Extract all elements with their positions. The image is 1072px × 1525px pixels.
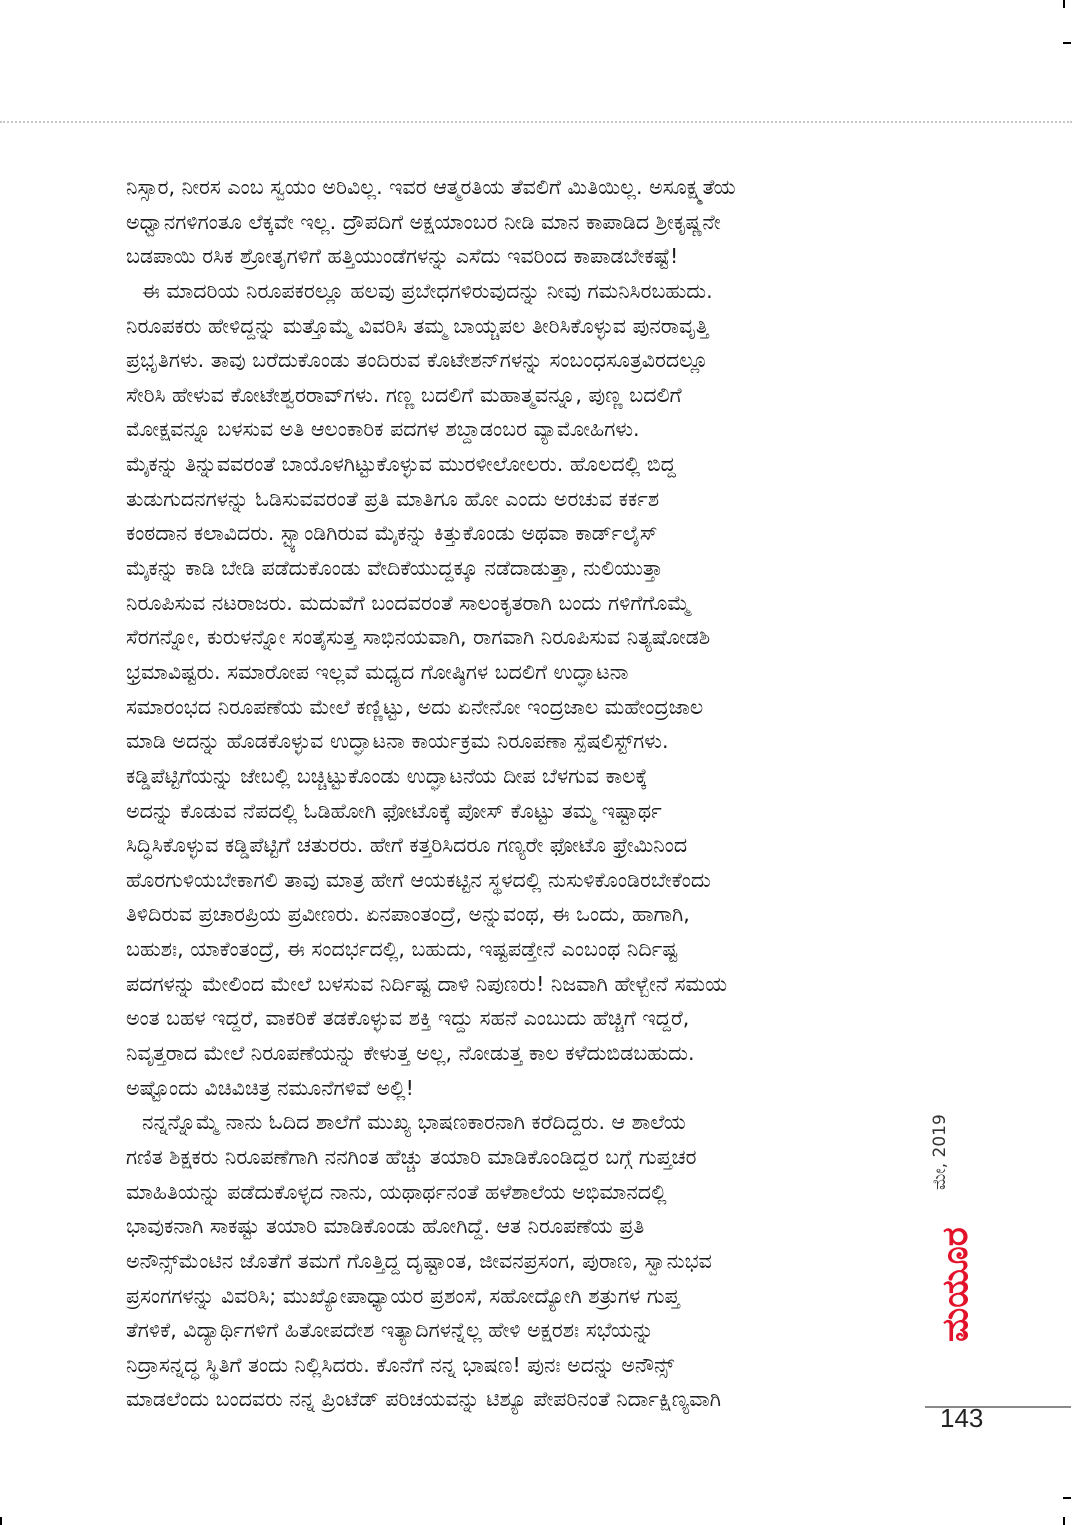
- text-line: ನಿರೂಪಿಸುವ ನಟರಾಜರು. ಮದುವೆಗೆ ಬಂದವರಂತೆ ಸಾಲಂಕೃತರಾಗಿ ಬಂದು ಗಳಿಗೆಗೊಮ್ಮೆ: [126, 590, 691, 615]
- text-line: ಗಣಿತ ಶಿಕ್ಷಕರು ನಿರೂಪಣೆಗಾಗಿ ನನಗಿಂತ ಹೆಚ್ಚು ತಯಾರಿ ಮಾಡಿಕೊಂಡಿದ್ದರ ಬಗ್ಗೆ ಗುಪ್ತಚರ: [126, 1144, 697, 1169]
- text-line: ನಿಸ್ಸಾರ, ನೀರಸ ಎಂಬ ಸ್ವಯಂ ಅರಿವಿಲ್ಲ. ಇವರ ಆತ್ಮರತಿಯ ತೆವಲಿಗೆ ಮಿತಿಯಿಲ್ಲ. ಅಸೂಕ್ಷ್ಮತೆಯ: [126, 175, 736, 199]
- text-line: ನನ್ನನ್ನೊಮ್ಮೆ ನಾನು ಓದಿದ ಶಾಲೆಗೆ ಮುಖ್ಯ ಭಾಷಣಕಾರನಾಗಿ ಕರೆದಿದ್ದರು. ಆ ಶಾಲೆಯ: [142, 1110, 686, 1135]
- text-line: ನಿವೃತ್ತರಾದ ಮೇಲೆ ನಿರೂಪಣೆಯನ್ನು ಕೇಳುತ್ತ ಅಲ್ಲ, ನೋಡುತ್ತ ಕಾಲ ಕಳೆದುಬಿಡಬಹುದು.: [126, 1041, 695, 1066]
- text-line: ಸೇರಿಸಿ ಹೇಳುವ ಕೋಟೇಶ್ವರರಾವ್‌ಗಳು. ಗಣ್ಣ ಬದಲಿಗೆ ಮಹಾತ್ಮವನ್ನೂ, ಪುಣ್ಣ ಬದಲಿಗೆ: [126, 382, 682, 407]
- text-line: ಬಡಪಾಯಿ ರಸಿಕ ಶ್ರೋತೃಗಳಿಗೆ ಹತ್ತಿಯುಂಡೆಗಳನ್ನು ಎಸೆದು ಇವರಿಂದ ಕಾಪಾಡಬೇಕಷ್ಟೆ!: [126, 244, 679, 269]
- text-line: ಮೈಕನ್ನು ತಿನ್ನುವವರಂತೆ ಬಾಯೊಳಗಿಟ್ಟುಕೊಳ್ಳುವ ಮುರಳೀಲೋಲರು. ಹೊಲದಲ್ಲಿ ಬಿದ್ದ: [126, 452, 676, 477]
- crop-mark: [1063, 42, 1071, 44]
- text-line: ಮಾಹಿತಿಯನ್ನು ಪಡೆದುಕೊಳ್ಳದ ನಾನು, ಯಥಾರ್ಥನಂತೆ ಹಳೆಶಾಲೆಯ ಅಭಿಮಾನದಲ್ಲಿ: [126, 1179, 667, 1204]
- article-body: [126, 170, 896, 1417]
- text-line: ಈ ಮಾದರಿಯ ನಿರೂಪಕರಲ್ಲೂ ಹಲವು ಪ್ರಬೇಧಗಳಿರುವುದನ್ನು ನೀವು ಗಮನಿಸಿರಬಹುದು.: [142, 278, 713, 303]
- text-line: ಕಂಠದಾನ ಕಲಾವಿದರು. ಸ್ಟ್ಯಾಂಡಿಗಿರುವ ಮೈಕನ್ನು ಕಿತ್ತುಕೊಂಡು ಅಥವಾ ಕಾರ್ಡ್‌ಲೈಸ್: [126, 521, 658, 546]
- text-line: ಅಧ್ವಾನಗಳಿಗಂತೂ ಲೆಕ್ಕವೇ ಇಲ್ಲ. ದ್ರೌಪದಿಗೆ ಅಕ್ಷಯಾಂಬರ ನೀಡಿ ಮಾನ ಕಾಪಾಡಿದ ಶ್ರೀಕೃಷ್ಣನೇ: [126, 209, 721, 234]
- crop-mark: [1063, 0, 1065, 8]
- text-line: ಭಾವುಕನಾಗಿ ಸಾಕಷ್ಟು ತಯಾರಿ ಮಾಡಿಕೊಂಡು ಹೋಗಿದ್ದೆ. ಆತ ನಿರೂಪಣೆಯ ಪ್ರತಿ: [126, 1214, 645, 1239]
- text-line: ಅಂತ ಬಹಳ ಇದ್ದರೆ, ವಾಕರಿಕೆ ತಡಕೊಳ್ಳುವ ಶಕ್ತಿ ಇದ್ದು ಸಹನೆ ಎಂಬುದು ಹೆಚ್ಚಿಗೆ ಇದ್ದರೆ,: [126, 1006, 690, 1031]
- text-line: ತಿಳಿದಿರುವ ಪ್ರಚಾರಪ್ರಿಯ ಪ್ರವೀಣರು. ಏನಪಾಂತಂದ್ರೆ, ಅನ್ನುವಂಥ, ಈ ಒಂದು, ಹಾಗಾಗಿ,: [126, 902, 690, 927]
- text-line: ಮೋಕ್ಷವನ್ನೂ ಬಳಸುವ ಅತಿ ಆಲಂಕಾರಿಕ ಪದಗಳ ಶಬ್ದಾಡಂಬರ ವ್ಯಾಮೋಹಿಗಳು.: [126, 417, 640, 442]
- text-line: ಕಡ್ಡಿಪೆಟ್ಟಿಗೆಯನ್ನು ಜೇಬಲ್ಲಿ ಬಚ್ಚಿಟ್ಟುಕೊಂಡು ಉದ್ಘಾಟನೆಯ ದೀಪ ಬೆಳಗುವ ಕಾಲಕ್ಕೆ: [126, 763, 648, 788]
- crop-mark: [1063, 1497, 1071, 1499]
- crop-mark: [1063, 1517, 1065, 1525]
- magazine-logo: ಮಯೂರ: [935, 1227, 976, 1342]
- text-line: ಸಮಾರಂಭದ ನಿರೂಪಣೆಯ ಮೇಲೆ ಕಣ್ಣಿಟ್ಟು, ಅದು ಏನೇನೋ ಇಂದ್ರಜಾಲ ಮಹೇಂದ್ರಜಾಲ: [126, 694, 704, 719]
- issue-date: ಮೇ, 2019: [930, 1114, 950, 1190]
- text-line: ಸೆರಗನ್ನೋ, ಕುರುಳನ್ನೋ ಸಂತೈಸುತ್ತ ಸಾಭಿನಯವಾಗಿ, ರಾಗವಾಗಿ ನಿರೂಪಿಸುವ ನಿತ್ಯಷೋಡಶಿ: [126, 625, 711, 650]
- text-line: ಮಾಡಲೆಂದು ಬಂದವರು ನನ್ನ ಪ್ರಿಂಟೆಡ್ ಪರಿಚಯವನ್ನು ಟಿಶ್ಯೂ ಪೇಪರಿನಂತೆ ನಿರ್ದಾಕ್ಷಿಣ್ಯವಾಗಿ: [126, 1387, 721, 1412]
- text-line: ತೆಗಳಿಕೆ, ವಿದ್ಯಾರ್ಥಿಗಳಿಗೆ ಹಿತೋಪದೇಶ ಇತ್ಯಾದಿಗಳನ್ನೆಲ್ಲ ಹೇಳಿ ಅಕ್ಷರಶಃ ಸಭೆಯನ್ನು: [126, 1318, 654, 1343]
- text-line: ಅಷ್ಟೊಂದು ವಿಚಿವಿಚಿತ್ರ ನಮೂನೆಗಳಿವೆ ಅಲ್ಲಿ!: [126, 1075, 414, 1100]
- text-line: ಮಾಡಿ ಅದನ್ನು ಹೊಡಕೊಳ್ಳುವ ಉದ್ಘಾಟನಾ ಕಾರ್ಯಕ್ರಮ ನಿರೂಪಣಾ ಸ್ಪೆಷಲಿಸ್ಟ್‌ಗಳು.: [126, 729, 669, 754]
- text-line: ಪ್ರಭೃತಿಗಳು. ತಾವು ಬರೆದುಕೊಂಡು ತಂದಿರುವ ಕೊಟೇಶನ್‌ಗಳನ್ನು ಸಂಬಂಧಸೂತ್ರವಿರದಲ್ಲೂ: [126, 348, 709, 373]
- page-number: 143: [940, 1403, 984, 1433]
- text-line: ನಿದ್ರಾಸನ್ನದ್ಧ ಸ್ಥಿತಿಗೆ ತಂದು ನಿಲ್ಲಿಸಿದರು. ಕೊನೆಗೆ ನನ್ನ ಭಾಷಣ! ಪುನಃ ಅದನ್ನು ಅನೌನ್ಸ್: [126, 1352, 675, 1377]
- text-line: ಅದನ್ನು ಕೊಡುವ ನೆಪದಲ್ಲಿ ಓಡಿಹೋಗಿ ಫೋಟೊಕ್ಕೆ ಪೋಸ್ ಕೊಟ್ಟು ತಮ್ಮ ಇಷ್ಟಾರ್ಥ: [126, 798, 662, 823]
- text-line: ಅನೌನ್ಸ್‌ಮೆಂಟಿನ ಜೊತೆಗೆ ತಮಗೆ ಗೊತ್ತಿದ್ದ ದೃಷ್ಟಾಂತ, ಜೀವನಪ್ರಸಂಗ, ಪುರಾಣ, ಸ್ವಾನುಭವ: [126, 1248, 712, 1273]
- text-line: ಪ್ರಸಂಗಗಳನ್ನು ವಿವರಿಸಿ; ಮುಖ್ಯೋಪಾಧ್ಯಾಯರ ಪ್ರಶಂಸೆ, ಸಹೋದ್ಯೋಗಿ ಶತ್ರುಗಳ ಗುಪ್ತ: [126, 1283, 680, 1308]
- text-line: ಪದಗಳನ್ನು ಮೇಲಿಂದ ಮೇಲೆ ಬಳಸುವ ನಿರ್ದಿಷ್ಟ ದಾಳಿ ನಿಪುಣರು! ನಿಜವಾಗಿ ಹೇಳ್ಬೇನೆ ಸಮಯ: [126, 971, 728, 996]
- text-line: ಹೊರಗುಳಿಯಬೇಕಾಗಲಿ ತಾವು ಮಾತ್ರ ಹೇಗೆ ಆಯಕಟ್ಟಿನ ಸ್ಥಳದಲ್ಲಿ ನುಸುಳಿಕೊಂಡಿರಬೇಕೆಂದು: [126, 867, 711, 892]
- text-line: ಬಹುಶಃ, ಯಾಕೆಂತಂದ್ರೆ, ಈ ಸಂದರ್ಭದಲ್ಲಿ, ಬಹುದು, ಇಷ್ಟಪಡ್ತೇನೆ ಎಂಬಂಥ ನಿರ್ದಿಷ್ಟ: [126, 937, 678, 962]
- header-dotted-rule: [0, 121, 1072, 123]
- text-line: ತುಡುಗುದನಗಳನ್ನು ಓಡಿಸುವವರಂತೆ ಪ್ರತಿ ಮಾತಿಗೂ ಹೋ ಎಂದು ಅರಚುವ ಕರ್ಕಶ: [126, 486, 660, 511]
- text-line: ಭ್ರಮಾವಿಷ್ಟರು. ಸಮಾರೋಪ ಇಲ್ಲವೆ ಮಧ್ಯದ ಗೋಷ್ಠಿಗಳ ಬದಲಿಗೆ ಉದ್ಘಾಟನಾ: [126, 659, 629, 684]
- crop-mark: [0, 1517, 2, 1525]
- text-line: ಸಿದ್ಧಿಸಿಕೊಳ್ಳುವ ಕಡ್ಡಿಪೆಟ್ಟಿಗೆ ಚತುರರು. ಹೇಗೆ ಕತ್ತರಿಸಿದರೂ ಗಣ್ಯರೇ ಫೋಟೊ ಫ್ರೇಮಿನಿಂದ: [126, 833, 688, 858]
- text-line: ನಿರೂಪಕರು ಹೇಳಿದ್ದನ್ನು ಮತ್ತೊಮ್ಮೆ ವಿವರಿಸಿ ತಮ್ಮ ಬಾಯ್ಚಪಲ ತೀರಿಸಿಕೊಳ್ಳುವ ಪುನರಾವೃತ್ತಿ: [126, 313, 709, 338]
- text-line: ಮೈಕನ್ನು ಕಾಡಿ ಬೇಡಿ ಪಡೆದುಕೊಂಡು ವೇದಿಕೆಯುದ್ದಕ್ಕೂ ನಡೆದಾಡುತ್ತಾ, ನುಲಿಯುತ್ತಾ: [126, 556, 663, 581]
